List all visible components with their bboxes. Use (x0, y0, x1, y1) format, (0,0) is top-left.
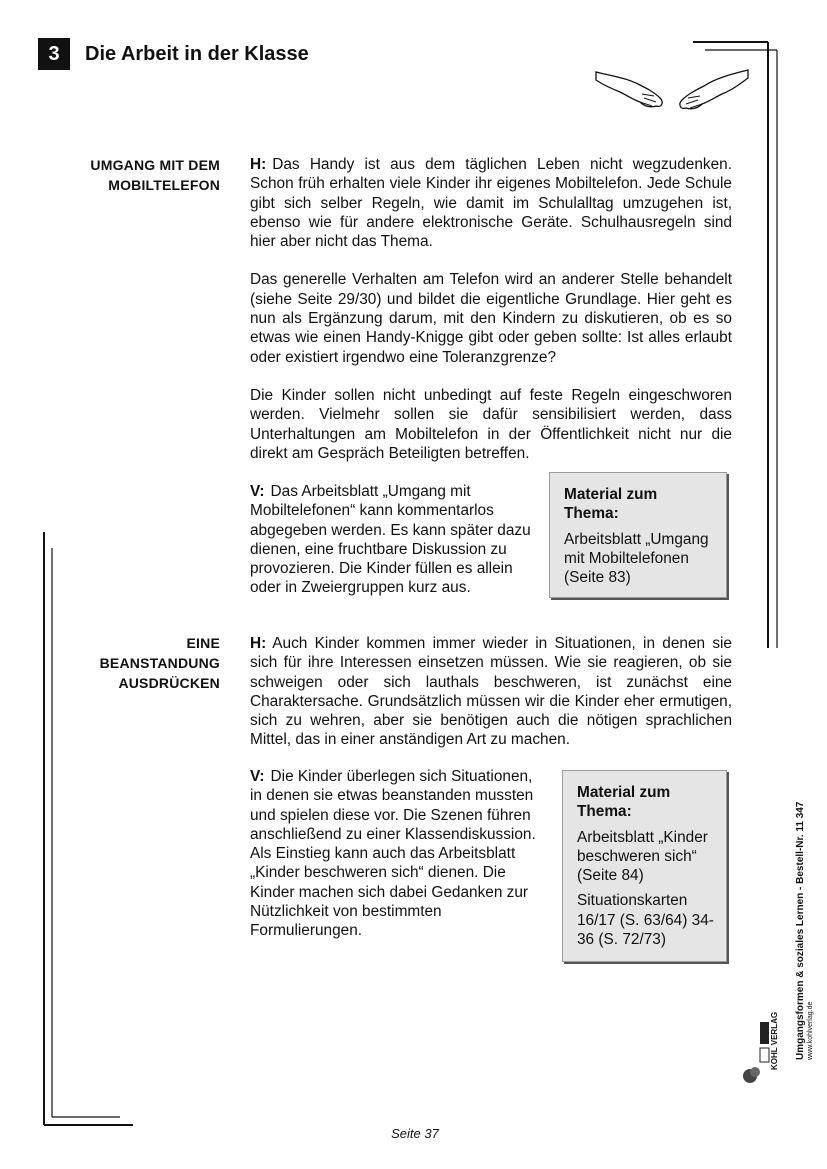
label-line: BEANSTANDUNG (99, 655, 220, 671)
section1-paragraph-2: Das generelle Verhalten am Telefon wird an anderer Stelle behandelt (siehe Seite 29/30) und bildet die eigentliche Grundlage. Hier geht es nun als Ergänzung darum, mit den Kindern zu diskutieren, ob es so etwas wie einen Handy-Knigge gibt oder geben sollte: Ist alles erlaubt oder existiert irgendwo eine Toleranzgrenze? (250, 271, 732, 366)
v-marker: V: (250, 768, 265, 785)
label-line: AUSDRÜCKEN (118, 675, 220, 691)
section-label-complaint (20, 633, 220, 693)
section2-v-text (250, 767, 548, 941)
section1-v-text (250, 482, 534, 598)
section2-v-paragraph (250, 767, 548, 941)
section-label-mobile-phone (20, 155, 220, 195)
material-box-item: Arbeitsblatt „Kinder beschweren sich“ (Seite 84) (577, 828, 708, 885)
h-text: Auch Kinder kommen immer wieder in Situationen, in denen sie sich für ihre Interessen einsetzen müssen. Wie sie reagieren, ob sie schweigen oder sich lauthals beschweren, ist zunächst eine Charaktersache. Grundsätzlich müssen wir die Kinder eher ermutigen, sich zu wehren, aber sie benötigen auch die nötigen sprachlichen Mittel, das in einer anständigen Art zu machen. (250, 635, 732, 749)
section2-text (250, 634, 732, 750)
h-text: Das Handy ist aus dem täglichen Leben nicht wegzudenken. Schon früh erhalten viele Kinder ihr eigenes Mobiltelefon. Jede Schule gibt sich selber Regeln, wie damit im Schulalltag umzugehen ist, ebenso wie für andere elektronische Geräte. Schulhausregeln sind hier aber nicht das Thema. (250, 156, 732, 251)
product-line-vertical: Umgangsformen & soziales Lernen - Bestell-Nr. 11 347 (795, 801, 806, 1060)
label-line: MOBILTELEFON (108, 177, 220, 193)
page-number: Seite 37 (391, 1126, 439, 1141)
handshake-icon (592, 62, 752, 114)
section1-v-paragraph (250, 482, 534, 598)
section2-h-paragraph (250, 634, 732, 750)
material-box-2 (562, 770, 727, 962)
material-box-title: Material zum Thema: (564, 486, 658, 523)
publisher-logo-text: KOHL VERLAG (770, 1011, 779, 1070)
section1-text (250, 155, 732, 463)
section1-paragraph-3: Die Kinder sollen nicht unbedingt auf feste Regeln eingeschworen werden. Vielmehr sollen sie dafür sensibilisiert werden, dass Unterhaltungen am Mobiltelefon in der Öffentlichkeit nicht nur die direkt am Gespräch Beteiligten betreffen. (250, 386, 732, 462)
label-line: UMGANG MIT DEM (90, 157, 220, 173)
material-box-item: Arbeitsblatt „Umgang mit Mobiltelefonen (Seite 83) (564, 530, 709, 587)
v-text: Die Kinder überlegen sich Situationen, in denen sie etwas beanstanden mussten und spielen diese vor. Die Szenen führen anschließend zu einer Klassendiskussion. Als Einstieg kann auch das Arbeitsblatt „Kinder beschweren sich“ dienen. Die Kinder machen sich dabei Gedanken zur Nützlichkeit von bestimmten Formulierungen. (250, 768, 536, 940)
material-box-1 (549, 472, 727, 598)
h-marker: H: (250, 156, 267, 173)
publisher-url: www.kohlverlag.de (807, 1001, 814, 1060)
chapter-number: 3 (38, 38, 70, 70)
chapter-title: Die Arbeit in der Klasse (85, 43, 309, 65)
section1-h-paragraph (250, 155, 732, 251)
label-line: EINE (186, 635, 220, 651)
v-text: Das Arbeitsblatt „Umgang mit Mobiltelefonen“ kann kommentarlos abgegeben werden. Es kann später dazu dienen, eine fruchtbare Diskussion zu provozieren. Die Kinder füllen es allein oder in Zweiergruppen kurz aus. (250, 483, 531, 597)
material-box-item: Situationskarten 16/17 (S. 63/64) 34-36 (S. 72/73) (577, 892, 714, 949)
v-marker: V: (250, 483, 265, 500)
material-box-title: Material zum Thema: (577, 784, 671, 821)
publisher-logo-icon (740, 1020, 772, 1084)
h-marker: H: (250, 635, 267, 652)
